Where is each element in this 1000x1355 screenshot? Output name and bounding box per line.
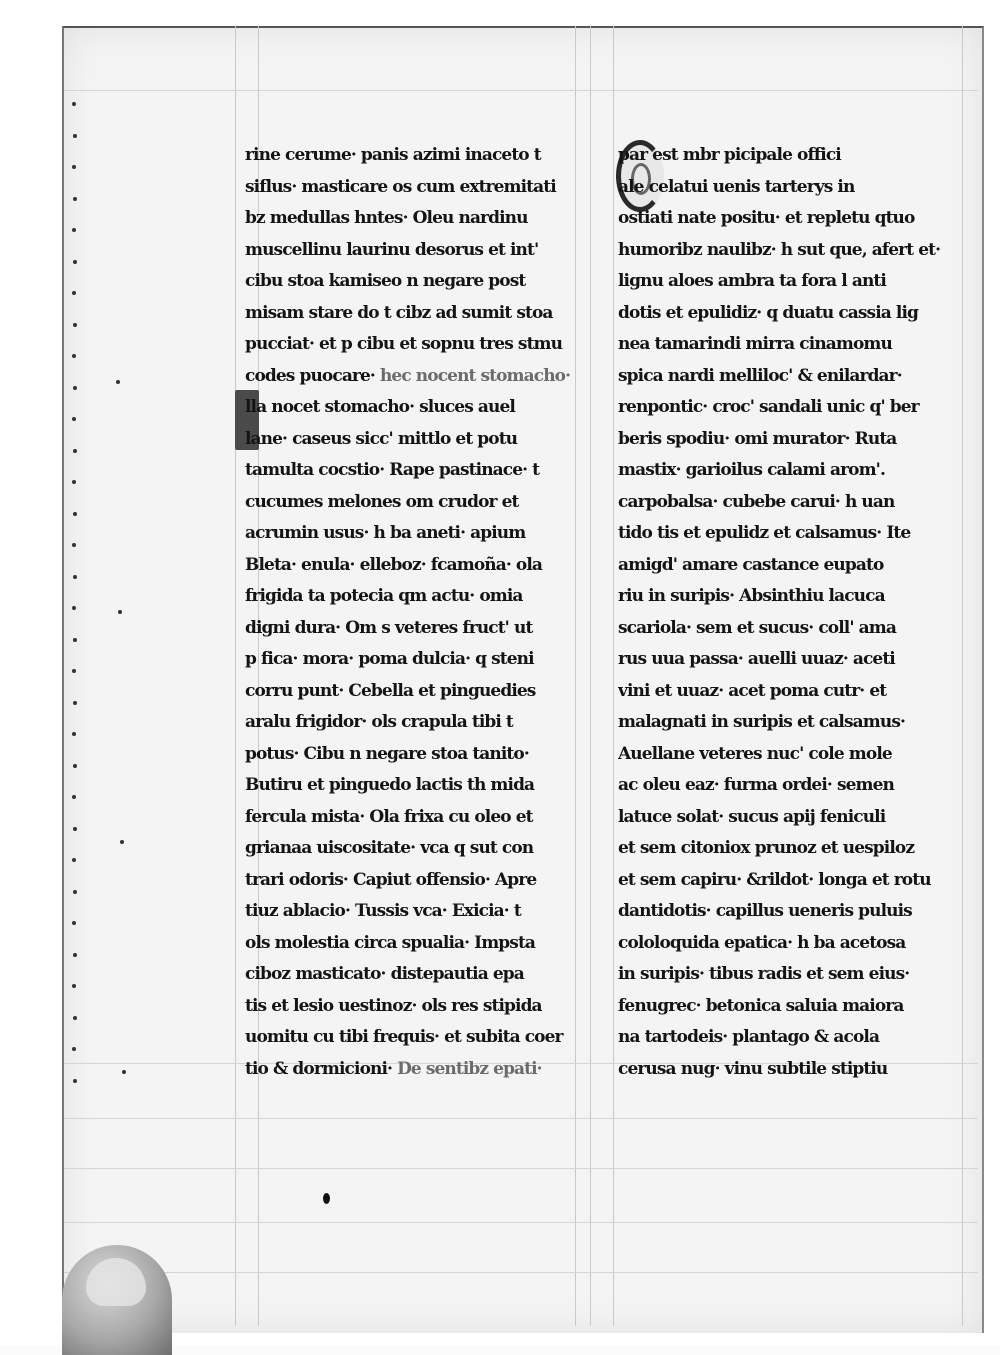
left-column-line: frigida ta potecia qm actu· omia <box>245 586 523 606</box>
left-column-line: bz medullas hntes· Oleu nardinu <box>245 208 528 228</box>
right-column-line: ostiati nate positu· et repletu qtuo <box>618 208 915 228</box>
right-column-line: beris spodiu· omi murator· Ruta <box>618 428 897 449</box>
right-column-line: tido tis et epulidz et calsamus· Ite <box>618 523 911 543</box>
ink-spot <box>323 1193 330 1204</box>
prick-mark <box>73 827 77 831</box>
right-column-line: ac oleu eaz· furma ordei· semen <box>618 775 894 795</box>
right-column-line: cerusa nug· vinu subtile stiptiu <box>618 1058 888 1079</box>
prick-mark <box>73 260 77 264</box>
prick-mark <box>73 953 77 957</box>
right-column-line: riu in suripis· Absinthiu lacuca <box>618 586 885 606</box>
rubric-heading: De sentibz epati· <box>392 1058 542 1079</box>
prick-mark <box>72 858 76 862</box>
right-column-line: rus uua passa· auelli uuaz· aceti <box>618 649 895 669</box>
left-column-line: cibu stoa kamiseo n negare post <box>245 271 526 291</box>
right-column-line: dantidotis· capillus ueneris puluis <box>618 901 912 921</box>
right-column-line: na tartodeis· plantago & acola <box>618 1027 880 1047</box>
prick-mark <box>72 921 76 925</box>
right-column-line: malagnati in suripis et calsamus· <box>618 712 906 732</box>
right-column-line: humoribz naulibz· h sut que, afert et· <box>618 239 941 260</box>
prick-mark <box>73 197 77 201</box>
left-column-line: Bleta· enula· elleboz· fcamoña· ola <box>245 554 542 575</box>
right-column-line: renpontic· croc' sandali unic q' ber <box>618 397 919 417</box>
right-column-line: mastix· garioilus calami arom'. <box>618 460 886 480</box>
prick-mark <box>72 102 76 106</box>
left-text-column <box>245 140 580 1085</box>
left-column-line: uomitu cu tibi frequis· et subita coer <box>245 1027 563 1047</box>
ruling-horizontal <box>64 1118 978 1119</box>
right-column-line: Auellane veteres nuc' cole mole <box>618 743 892 764</box>
prick-mark <box>73 134 77 138</box>
right-column-line: et sem citoniox prunoz et uespiloz <box>618 838 915 858</box>
left-column-line: fercula mista· Ola frixa cu oleo et <box>245 806 533 827</box>
left-column-line: siflus· masticare os cum extremitati <box>245 176 556 197</box>
right-column-line: vini et uuaz· acet poma cutr· et <box>618 680 887 701</box>
prick-mark <box>73 1079 77 1083</box>
prick-mark <box>72 165 76 169</box>
prick-mark <box>73 512 77 516</box>
prick-mark <box>72 984 76 988</box>
prick-mark <box>116 380 120 384</box>
prick-mark <box>72 543 76 547</box>
left-column-line: acrumin usus· h ba aneti· apium <box>245 523 526 543</box>
prick-mark <box>73 386 77 390</box>
ruling-horizontal <box>64 1222 978 1223</box>
right-column-line: fenugrec· betonica saluia maiora <box>618 995 904 1016</box>
right-column-line: amigd' amare castance eupato <box>618 554 884 575</box>
left-column-line: cucumes melones om crudor et <box>245 491 519 512</box>
prick-mark <box>73 701 77 705</box>
prick-mark <box>72 606 76 610</box>
prick-mark <box>72 417 76 421</box>
prick-mark <box>120 840 124 844</box>
left-column-line: tio & dormicioni· De sentibz epati· <box>245 1058 542 1079</box>
right-column-line: par est mbr picipale offici <box>618 145 841 165</box>
prick-mark <box>72 228 76 232</box>
left-column-line: pucciat· et p cibu et sopnu tres stmu <box>245 334 563 354</box>
right-column-line: latuce solat· sucus apij feniculi <box>618 806 886 827</box>
prick-mark <box>73 638 77 642</box>
left-column-line: ols molestia circa spualia· Impsta <box>245 932 536 953</box>
right-column-line: lignu aloes ambra ta fora l anti <box>618 271 886 291</box>
prick-mark <box>72 732 76 736</box>
left-column-line: potus· Cibu n negare stoa tanito· <box>245 743 529 764</box>
ruling-horizontal <box>64 90 978 91</box>
left-column-line: rine cerume· panis azimi inaceto t <box>245 145 541 165</box>
left-column-line: aralu frigidor· ols crapula tibi t <box>245 712 513 732</box>
left-column-line: codes puocare· hec nocent stomacho· <box>245 365 571 386</box>
left-column-line: tamulta cocstio· Rape pastinace· t <box>245 460 540 480</box>
right-column-line: in suripis· tibus radis et sem eius· <box>618 964 910 984</box>
right-column-line: carpobalsa· cubebe carui· h uan <box>618 491 895 512</box>
left-column-line: grianaa uiscositate· vca q sut con <box>245 838 534 858</box>
prick-mark <box>73 764 77 768</box>
prick-mark <box>72 291 76 295</box>
right-column-line: scariola· sem et sucus· coll' ama <box>618 617 896 638</box>
prick-mark <box>72 1047 76 1051</box>
ruling-vertical <box>590 26 591 1326</box>
left-column-line: ciboz masticato· distepautia epa <box>245 964 524 984</box>
prick-mark <box>73 1016 77 1020</box>
prick-mark <box>72 795 76 799</box>
right-column-line: spica nardi melliloc' & enilardar· <box>618 365 902 386</box>
right-column-line: nea tamarindi mirra cinamomu <box>618 334 892 354</box>
left-column-line: lla nocet stomacho· sluces auel <box>245 397 515 417</box>
prick-mark <box>118 610 122 614</box>
ruling-horizontal <box>64 1168 978 1169</box>
left-column-line: Butiru et pinguedo lactis th mida <box>245 775 535 795</box>
left-column-line: tiuz ablacio· Tussis vca· Exicia· t <box>245 901 521 921</box>
right-column-line: ale celatui uenis tarterys in <box>618 176 855 197</box>
ruling-vertical <box>235 26 236 1326</box>
right-column-line: cololoquida epatica· h ba acetosa <box>618 932 906 953</box>
prick-mark <box>72 669 76 673</box>
left-column-line: trari odoris· Capiut offensio· Apre <box>245 869 537 890</box>
ruling-vertical <box>613 26 614 1326</box>
prick-mark <box>72 480 76 484</box>
left-column-line: muscellinu laurinu desorus et int' <box>245 239 539 260</box>
rubric-heading: hec nocent stomacho· <box>374 365 571 386</box>
prick-mark <box>73 575 77 579</box>
prick-mark <box>72 354 76 358</box>
right-text-column <box>618 140 963 1085</box>
left-column-line: corru punt· Cebella et pinguedies <box>245 680 536 701</box>
prick-mark <box>73 890 77 894</box>
left-column-line: misam stare do t cibz ad sumit stoa <box>245 302 553 323</box>
left-column-line: tis et lesio uestinoz· ols res stipida <box>245 995 542 1016</box>
left-column-line: digni dura· Om s veteres fruct' ut <box>245 617 533 638</box>
prick-mark <box>73 449 77 453</box>
right-column-line: dotis et epulidiz· q duatu cassia lig <box>618 302 919 323</box>
prick-mark <box>122 1070 126 1074</box>
right-column-line: et sem capiru· &rildot· longa et rotu <box>618 869 931 890</box>
prick-mark <box>73 323 77 327</box>
left-column-line: p fica· mora· poma dulcia· q steni <box>245 649 534 669</box>
left-column-line: lane· caseus sicc' mittlo et potu <box>245 428 518 449</box>
ruling-horizontal <box>64 1272 978 1273</box>
